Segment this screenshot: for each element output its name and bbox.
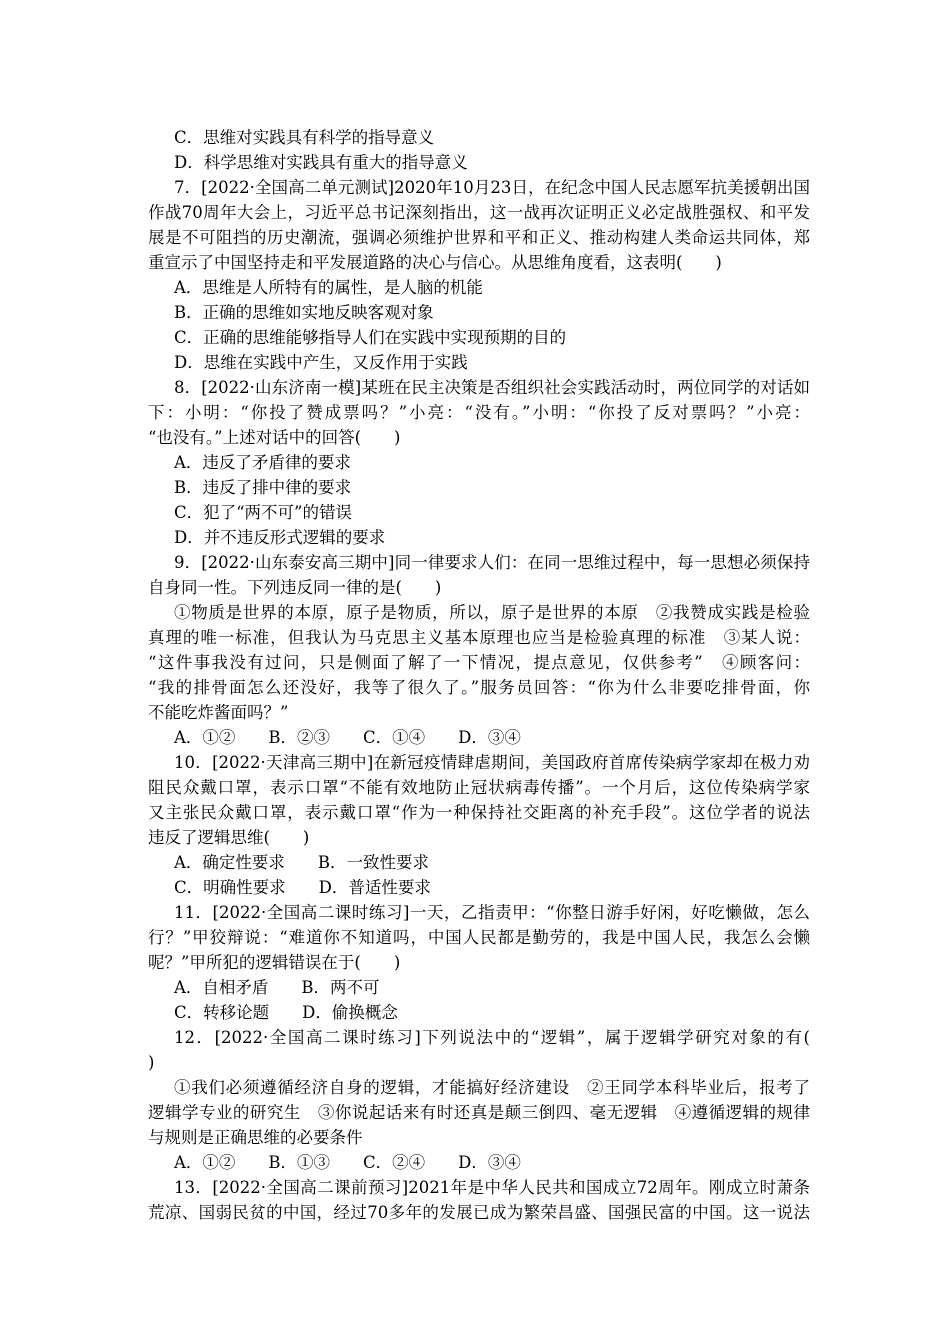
text-line: 7．[2022·全国高二单元测试]2020年10月23日，在纪念中国人民志愿军抗美援朝出国: [174, 178, 810, 197]
text-line: D．思维在实践中产生，又反作用于实践: [174, 353, 468, 372]
text-line: 作战70周年大会上，习近平总书记深刻指出，这一战再次证明正义必定战胜强权、和平发: [148, 203, 810, 222]
text-line: 13．[2022·全国高二课前预习]2021年是中华人民共和国成立72周年。刚成立时萧条: [174, 1178, 810, 1197]
text-line: ①我们必须遵循经济自身的逻辑，才能搞好经济建设 ②王同学本科毕业后，报考了: [174, 1078, 810, 1097]
text-line: 下：小明：“你投了赞成票吗？”小亮：“没有。”小明：“你投了反对票吗？”小亮：: [148, 403, 810, 422]
text-line: 8．[2022·山东济南一模]某班在民主决策是否组织社会实践活动时，两位同学的对话如: [174, 378, 810, 397]
text-line: 不能吃炸酱面吗？”: [148, 703, 289, 722]
text-line: C．正确的思维能够指导人们在实践中实现预期的目的: [174, 328, 567, 347]
text-line: 与规则是正确思维的必要条件: [148, 1128, 363, 1147]
text-line: 重宣示了中国坚持走和平发展道路的决心与信心。从思维角度看，这表明( ): [148, 253, 722, 272]
text-line: 违反了逻辑思维( ): [148, 828, 310, 847]
text-line: B．正确的思维如实地反映客观对象: [174, 303, 434, 322]
text-line: 阻民众戴口罩，表示口罩“不能有效地防止冠状病毒传播”。一个月后，这位传染病学家: [148, 778, 810, 797]
text-line: 逻辑学专业的研究生 ③你说起话来有时还真是颠三倒四、毫无逻辑 ④遵循逻辑的规律: [148, 1103, 810, 1122]
text-line: A．思维是人所特有的属性，是人脑的机能: [174, 278, 483, 297]
text-line: B．违反了排中律的要求: [174, 478, 352, 497]
text-line: 荒凉、国弱民贫的中国，经过70多年的发展已成为繁荣昌盛、国强民富的中国。这一说法: [148, 1203, 810, 1222]
text-line: C．犯了“两不可”的错误: [174, 503, 352, 522]
text-line: D．科学思维对实践具有重大的指导意义: [174, 153, 468, 172]
text-line: A．违反了矛盾律的要求: [174, 453, 351, 472]
text-line: A．确定性要求 B．一致性要求: [174, 853, 430, 872]
text-line: 11．[2022·全国高二课时练习]一天，乙指责甲：“你整日游手好闲，好吃懒做，怎么: [174, 903, 810, 922]
text-line: 9．[2022·山东泰安高三期中]同一律要求人们：在同一思维过程中，每一思想必须保持: [174, 553, 810, 572]
text-line: “我的排骨面怎么还没好，我等了很久了。”服务员回答：“你为什么非要吃排骨面，你: [148, 678, 810, 697]
text-line: 12．[2022·全国高二课时练习]下列说法中的“逻辑”，属于逻辑学研究对象的有(: [174, 1028, 810, 1047]
text-line: A．①② B．②③ C．①④ D．③④: [174, 728, 521, 747]
text-line: “这件事我没有过问，只是侧面了解了一下情况，提点意见，仅供参考” ④顾客问：: [148, 653, 810, 672]
text-line: C．思维对实践具有科学的指导意义: [174, 128, 435, 147]
text-line: 呢？”甲所犯的逻辑错误在于( ): [148, 953, 401, 972]
text-line: C．转移论题 D．偷换概念: [174, 1003, 398, 1022]
text-line: A．①② B．①③ C．②④ D．③④: [174, 1153, 521, 1172]
text-line: D．并不违反形式逻辑的要求: [174, 528, 386, 547]
text-line: A．自相矛盾 B．两不可: [174, 978, 380, 997]
text-line: 行？”甲狡辩说：“难道你不知道吗，中国人民都是勤劳的，我是中国人民，我怎么会懒: [148, 928, 810, 947]
text-line: C．明确性要求 D．普适性要求: [174, 878, 431, 897]
text-line: ①物质是世界的本原，原子是物质，所以，原子是世界的本原 ②我赞成实践是检验: [174, 603, 810, 622]
text-line: 10．[2022·天津高三期中]在新冠疫情肆虐期间，美国政府首席传染病学家却在极力劝: [174, 753, 810, 772]
text-line: 真理的唯一标准，但我认为马克思主义基本原理也应当是检验真理的标准 ③某人说：: [148, 628, 810, 647]
text-line: 又主张民众戴口罩，表示戴口罩“作为一种保持社交距离的补充手段”。这位学者的说法: [148, 803, 810, 822]
text-line: ): [148, 1053, 155, 1072]
text-line: “也没有。”上述对话中的回答( ): [148, 428, 401, 447]
text-line: 自身同一性。下列违反同一律的是( ): [148, 578, 442, 597]
text-line: 展是不可阻挡的历史潮流，强调必须维护世界和平和正义、推动构建人类命运共同体，郑: [148, 228, 810, 247]
